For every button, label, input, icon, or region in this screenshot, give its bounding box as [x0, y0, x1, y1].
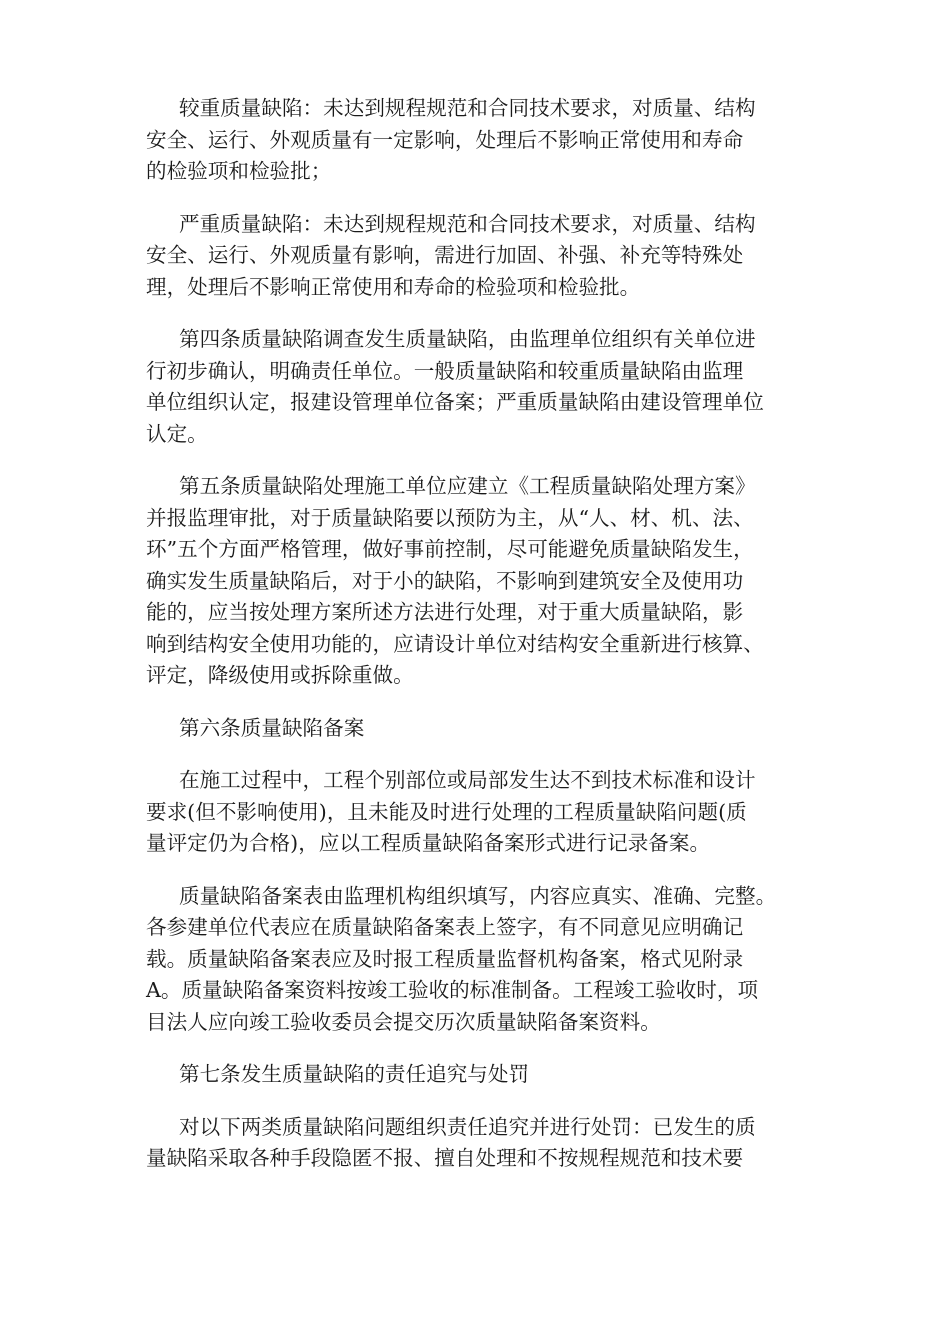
text-line: 单位组织认定，报建设管理单位备案；严重质量缺陷由建设管理单位 — [146, 390, 764, 414]
text-line: 较重质量缺陷：未达到规程规范和合同技术要求，对质量、结构 — [179, 96, 756, 120]
para-article-6-title — [146, 713, 814, 745]
text-line: 认定。 — [146, 421, 208, 446]
text-line: 各参建单位代表应在质量缺陷备案表上签字，有不同意见应明确记 — [146, 915, 744, 939]
text-line: 安全、运行、外观质量有一定影响，处理后不影响正常使用和寿命 — [146, 127, 744, 152]
para-article-6-body — [146, 765, 814, 860]
text-line: 要求(但不影响使用)，且未能及时进行处理的工程质量缺陷问题(质 — [146, 799, 747, 824]
document-page — [146, 93, 814, 1196]
text-line: 环”五个方面严格管理，做好事前控制，尽可能避免质量缺陷发生， — [146, 537, 754, 561]
text-line: A。质量缺陷备案资料按竣工验收的标准制备。工程竣工验收时，项 — [146, 978, 759, 1002]
text-line: 的检验项和检验批； — [146, 159, 332, 183]
text-line: 质量缺陷备案表由监理机构组织填写，内容应真实、准确、完整。 — [179, 883, 777, 908]
text-line: 第六条质量缺陷备案 — [179, 715, 365, 740]
text-line: 第七条发生质量缺陷的责任追究与处罚 — [179, 1062, 530, 1086]
text-line: 确实发生质量缺陷后，对于小的缺陷，不影响到建筑安全及使用功 — [146, 568, 744, 593]
text-line: 并报监理审批，对于质量缺陷要以预防为主，从“人、材、机、法、 — [146, 505, 754, 530]
text-line: 评定，降级使用或拆除重做。 — [146, 663, 414, 687]
text-line: 量缺陷采取各种手段隐匿不报、擅自处理和不按规程规范和技术要 — [146, 1146, 744, 1170]
para-moderate-defect — [146, 93, 814, 188]
text-line: 对以下两类质量缺陷问题组织责任追究并进行处罚：已发生的质 — [179, 1114, 756, 1139]
para-article-5 — [146, 471, 814, 692]
text-line: 行初步确认，明确责任单位。一般质量缺陷和较重质量缺陷由监理 — [146, 358, 744, 383]
text-line: 在施工过程中，工程个别部位或局部发生达不到技术标准和设计 — [179, 768, 756, 792]
text-line: 第四条质量缺陷调查发生质量缺陷，由监理单位组织有关单位进 — [179, 327, 756, 351]
para-severe-defect — [146, 209, 814, 304]
para-article-7-title — [146, 1059, 814, 1091]
text-line: 载。质量缺陷备案表应及时报工程质量监督机构备案，格式见附录 — [146, 946, 744, 971]
text-line: 能的，应当按处理方案所述方法进行处理，对于重大质量缺陷，影 — [146, 600, 744, 624]
text-line: 安全、运行、外观质量有影响，需进行加固、补强、补充等特殊处 — [146, 243, 744, 267]
text-line: 量评定仍为合格)，应以工程质量缺陷备案形式进行记录备案。 — [146, 831, 711, 855]
text-line: 严重质量缺陷：未达到规程规范和合同技术要求，对质量、结构 — [179, 211, 756, 236]
text-line: 响到结构安全使用功能的，应请设计单位对结构安全重新进行核算、 — [146, 631, 764, 656]
text-line: 理，处理后不影响正常使用和寿命的检验项和检验批。 — [146, 274, 641, 299]
para-article-7-body — [146, 1112, 814, 1175]
para-article-6-form — [146, 881, 814, 1039]
text-line: 目法人应向竣工验收委员会提交历次质量缺陷备案资料。 — [146, 1009, 661, 1034]
text-line: 第五条质量缺陷处理施工单位应建立《工程质量缺陷处理方案》 — [179, 474, 756, 498]
para-article-4 — [146, 324, 814, 450]
